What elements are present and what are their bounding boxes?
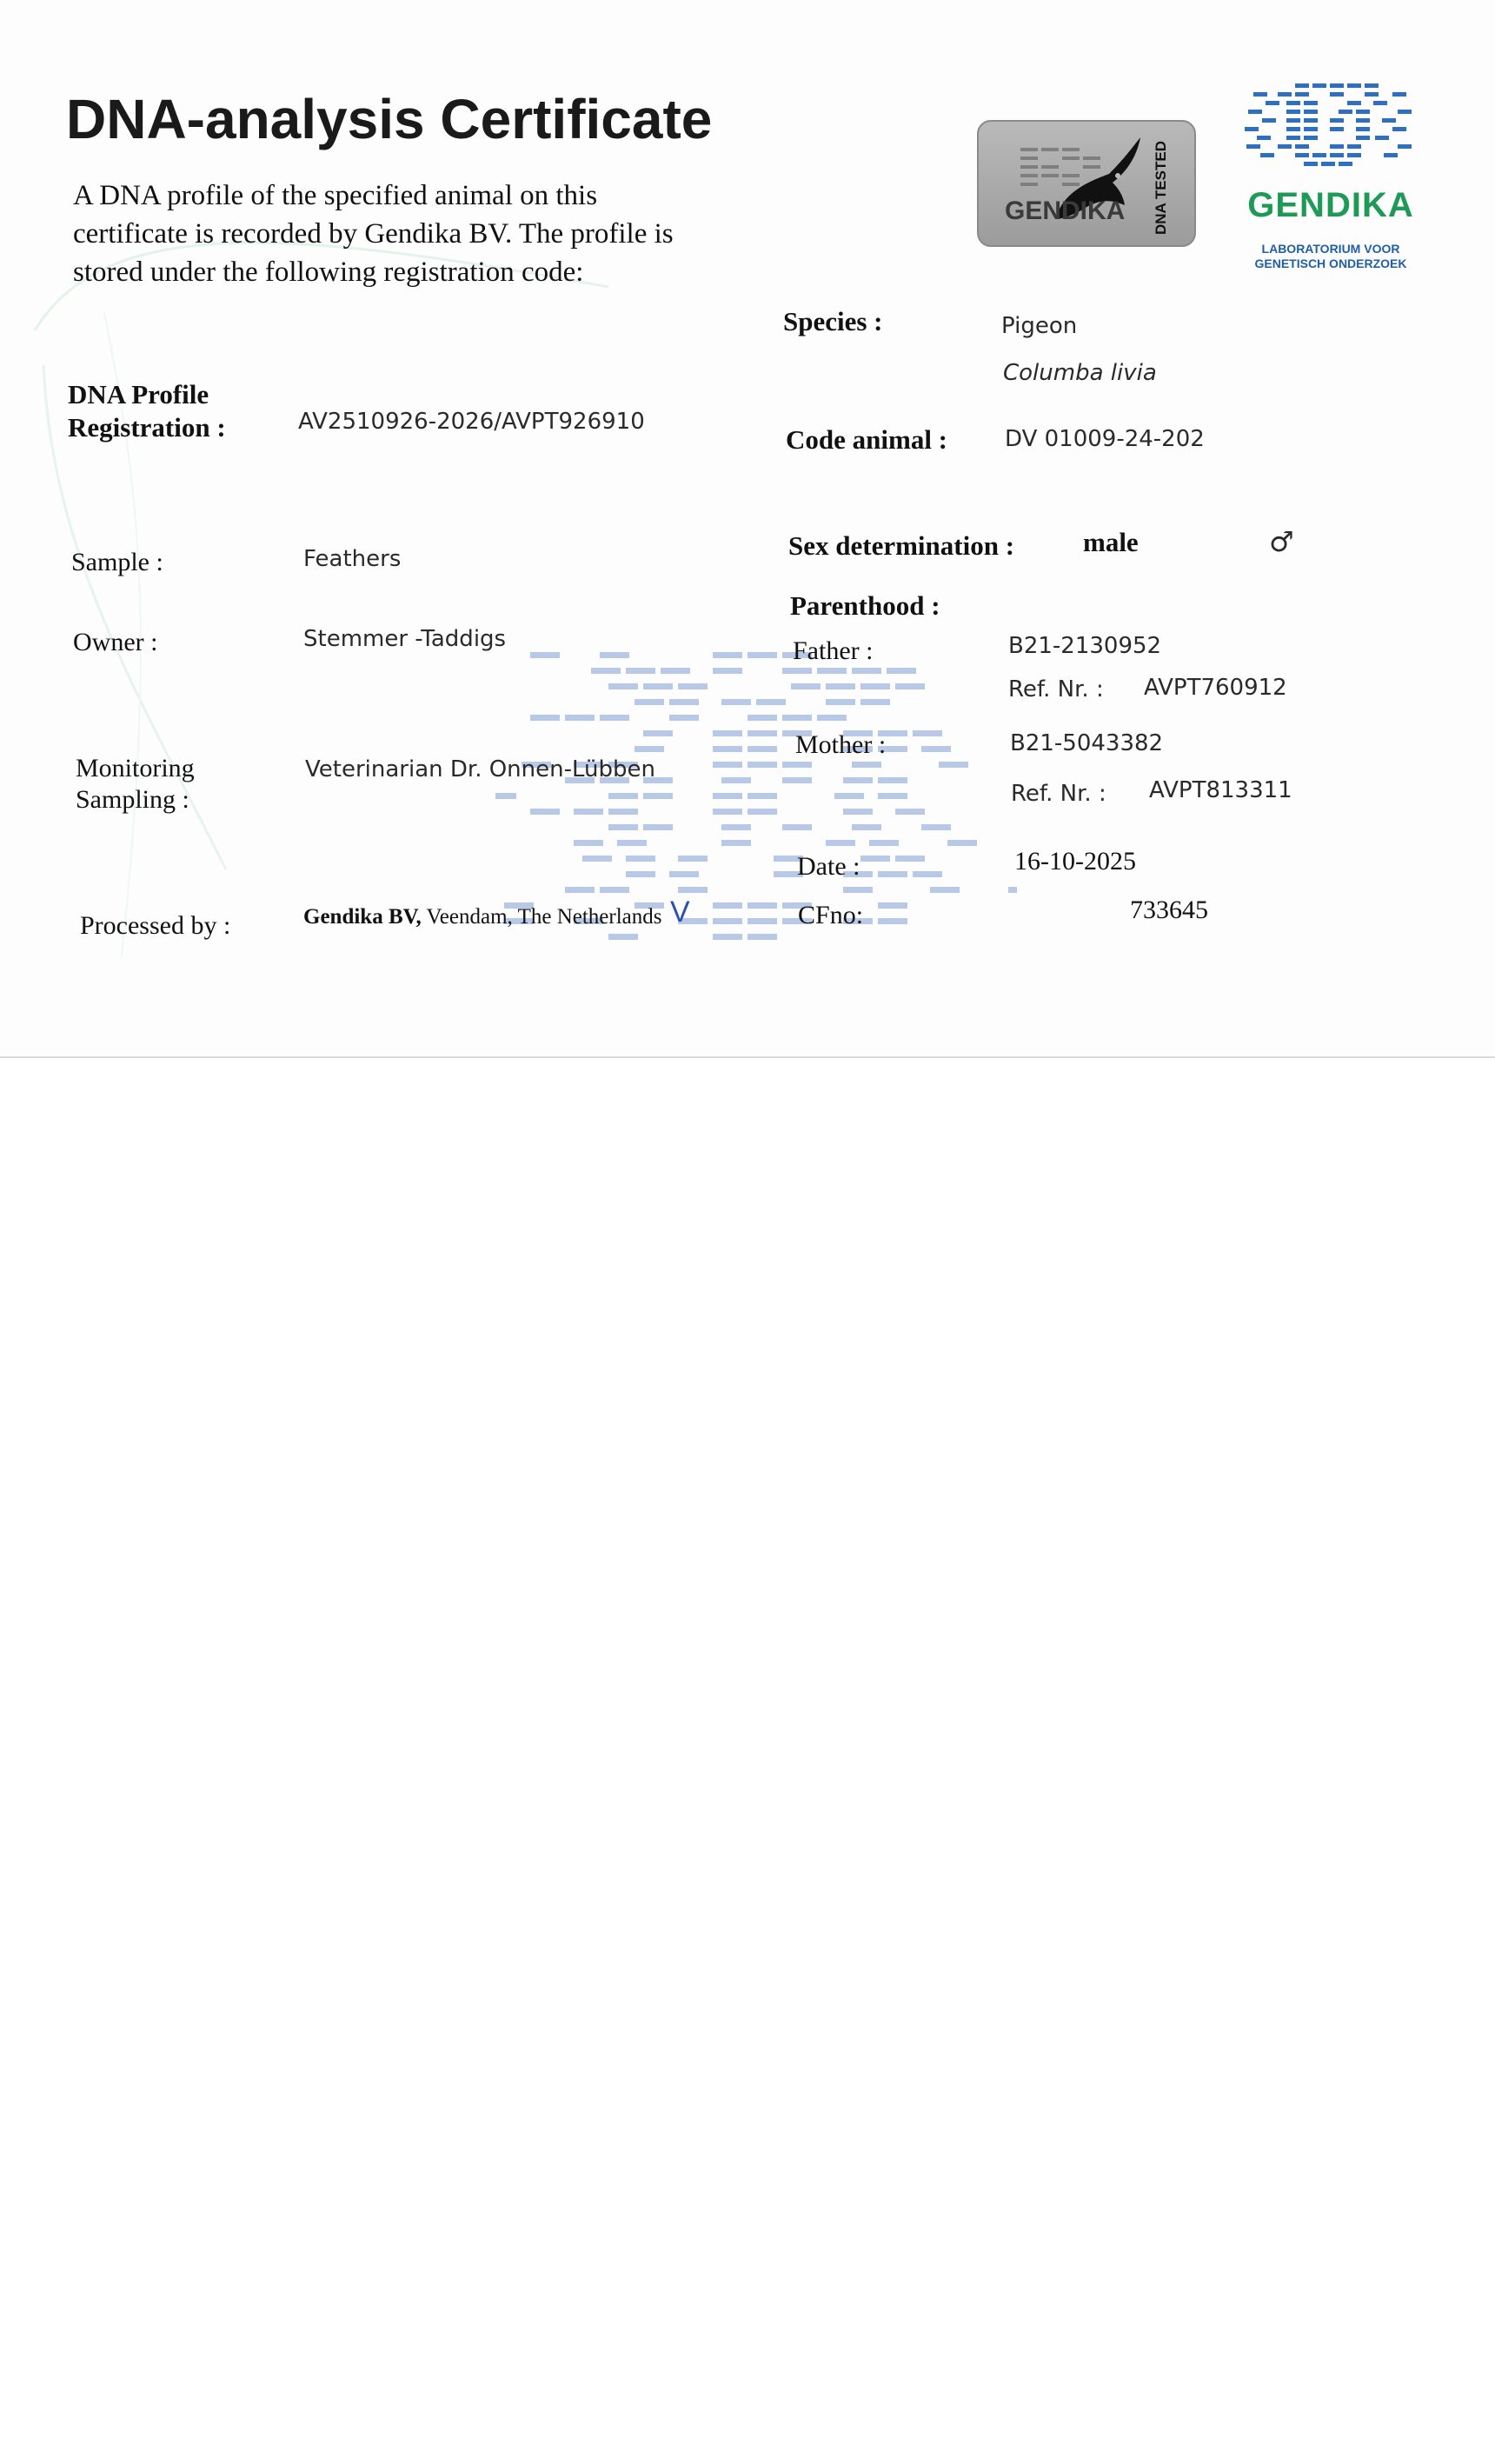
- intro-text: A DNA profile of the specified animal on this certificate is recorded by Gendika BV. The profile is stored under the following registration code:: [73, 180, 674, 288]
- logo-subtitle-line-1: LABORATORIUM VOOR: [1261, 242, 1400, 256]
- father-value: B21-2130952: [1008, 633, 1162, 659]
- sample-value: Feathers: [303, 546, 402, 572]
- registration-label-line-2: Registration :: [68, 412, 226, 443]
- owner-label: Owner :: [73, 628, 158, 656]
- monitoring-value: Veterinarian Dr. Onnen-Lübben: [305, 756, 655, 782]
- species-common-value: Pigeon: [1001, 313, 1078, 339]
- gendika-logo-icon: [1245, 83, 1415, 177]
- monitoring-label-line-1: Monitoring: [76, 754, 195, 782]
- registration-value: AV2510926-2026/AVPT926910: [298, 409, 645, 435]
- species-latin-value: Columba livia: [1003, 360, 1157, 386]
- mother-value: B21-5043382: [1010, 730, 1164, 756]
- seal-side-text: DNA TESTED: [1153, 141, 1169, 235]
- processed-label: Processed by :: [80, 911, 231, 940]
- date-value: 16-10-2025: [1014, 847, 1136, 876]
- sex-value: male: [1083, 527, 1139, 557]
- cfno-value: 733645: [1130, 896, 1208, 924]
- mother-label: Mother :: [795, 730, 887, 759]
- species-label: Species :: [783, 306, 883, 336]
- processed-location: Veendam, The Netherlands: [421, 905, 662, 929]
- date-label: Date :: [797, 852, 860, 881]
- logo-subtitle-line-2: GENETISCH ONDERZOEK: [1254, 256, 1407, 270]
- registration-label-line-1: DNA Profile: [68, 379, 209, 410]
- cfno-label: CFno:: [798, 901, 864, 929]
- male-symbol-icon: ♂: [1269, 525, 1294, 558]
- gendika-logo-name: GENDIKA: [1247, 186, 1414, 224]
- monitoring-label-line-2: Sampling :: [76, 785, 189, 814]
- code-animal-label: Code animal :: [786, 424, 947, 455]
- parenthood-label: Parenthood :: [790, 590, 940, 621]
- owner-value: Stemmer -Taddigs: [303, 626, 507, 652]
- father-ref-value: AVPT760912: [1144, 675, 1287, 701]
- certificate-card: [0, 0, 1495, 1058]
- processed-value: [303, 905, 662, 929]
- certificate-title: DNA-analysis Certificate: [66, 88, 713, 150]
- father-ref-label: Ref. Nr. :: [1008, 676, 1104, 703]
- father-label: Father :: [793, 636, 874, 665]
- mother-ref-label: Ref. Nr. :: [1011, 781, 1106, 807]
- dna-tested-seal: [977, 120, 1196, 247]
- check-mark: V: [670, 896, 690, 929]
- code-animal-value: DV 01009-24-202: [1005, 426, 1205, 452]
- seal-brand-text: GENDIKA: [1005, 196, 1126, 225]
- registration-label: [68, 378, 226, 444]
- gendika-logo-subtitle: [1234, 242, 1427, 271]
- sex-determination-label: Sex determination :: [788, 530, 1015, 561]
- mother-ref-value: AVPT813311: [1149, 777, 1292, 803]
- processed-company: Gendika BV,: [303, 905, 422, 929]
- monitoring-label: [76, 753, 195, 816]
- sample-label: Sample :: [71, 548, 163, 576]
